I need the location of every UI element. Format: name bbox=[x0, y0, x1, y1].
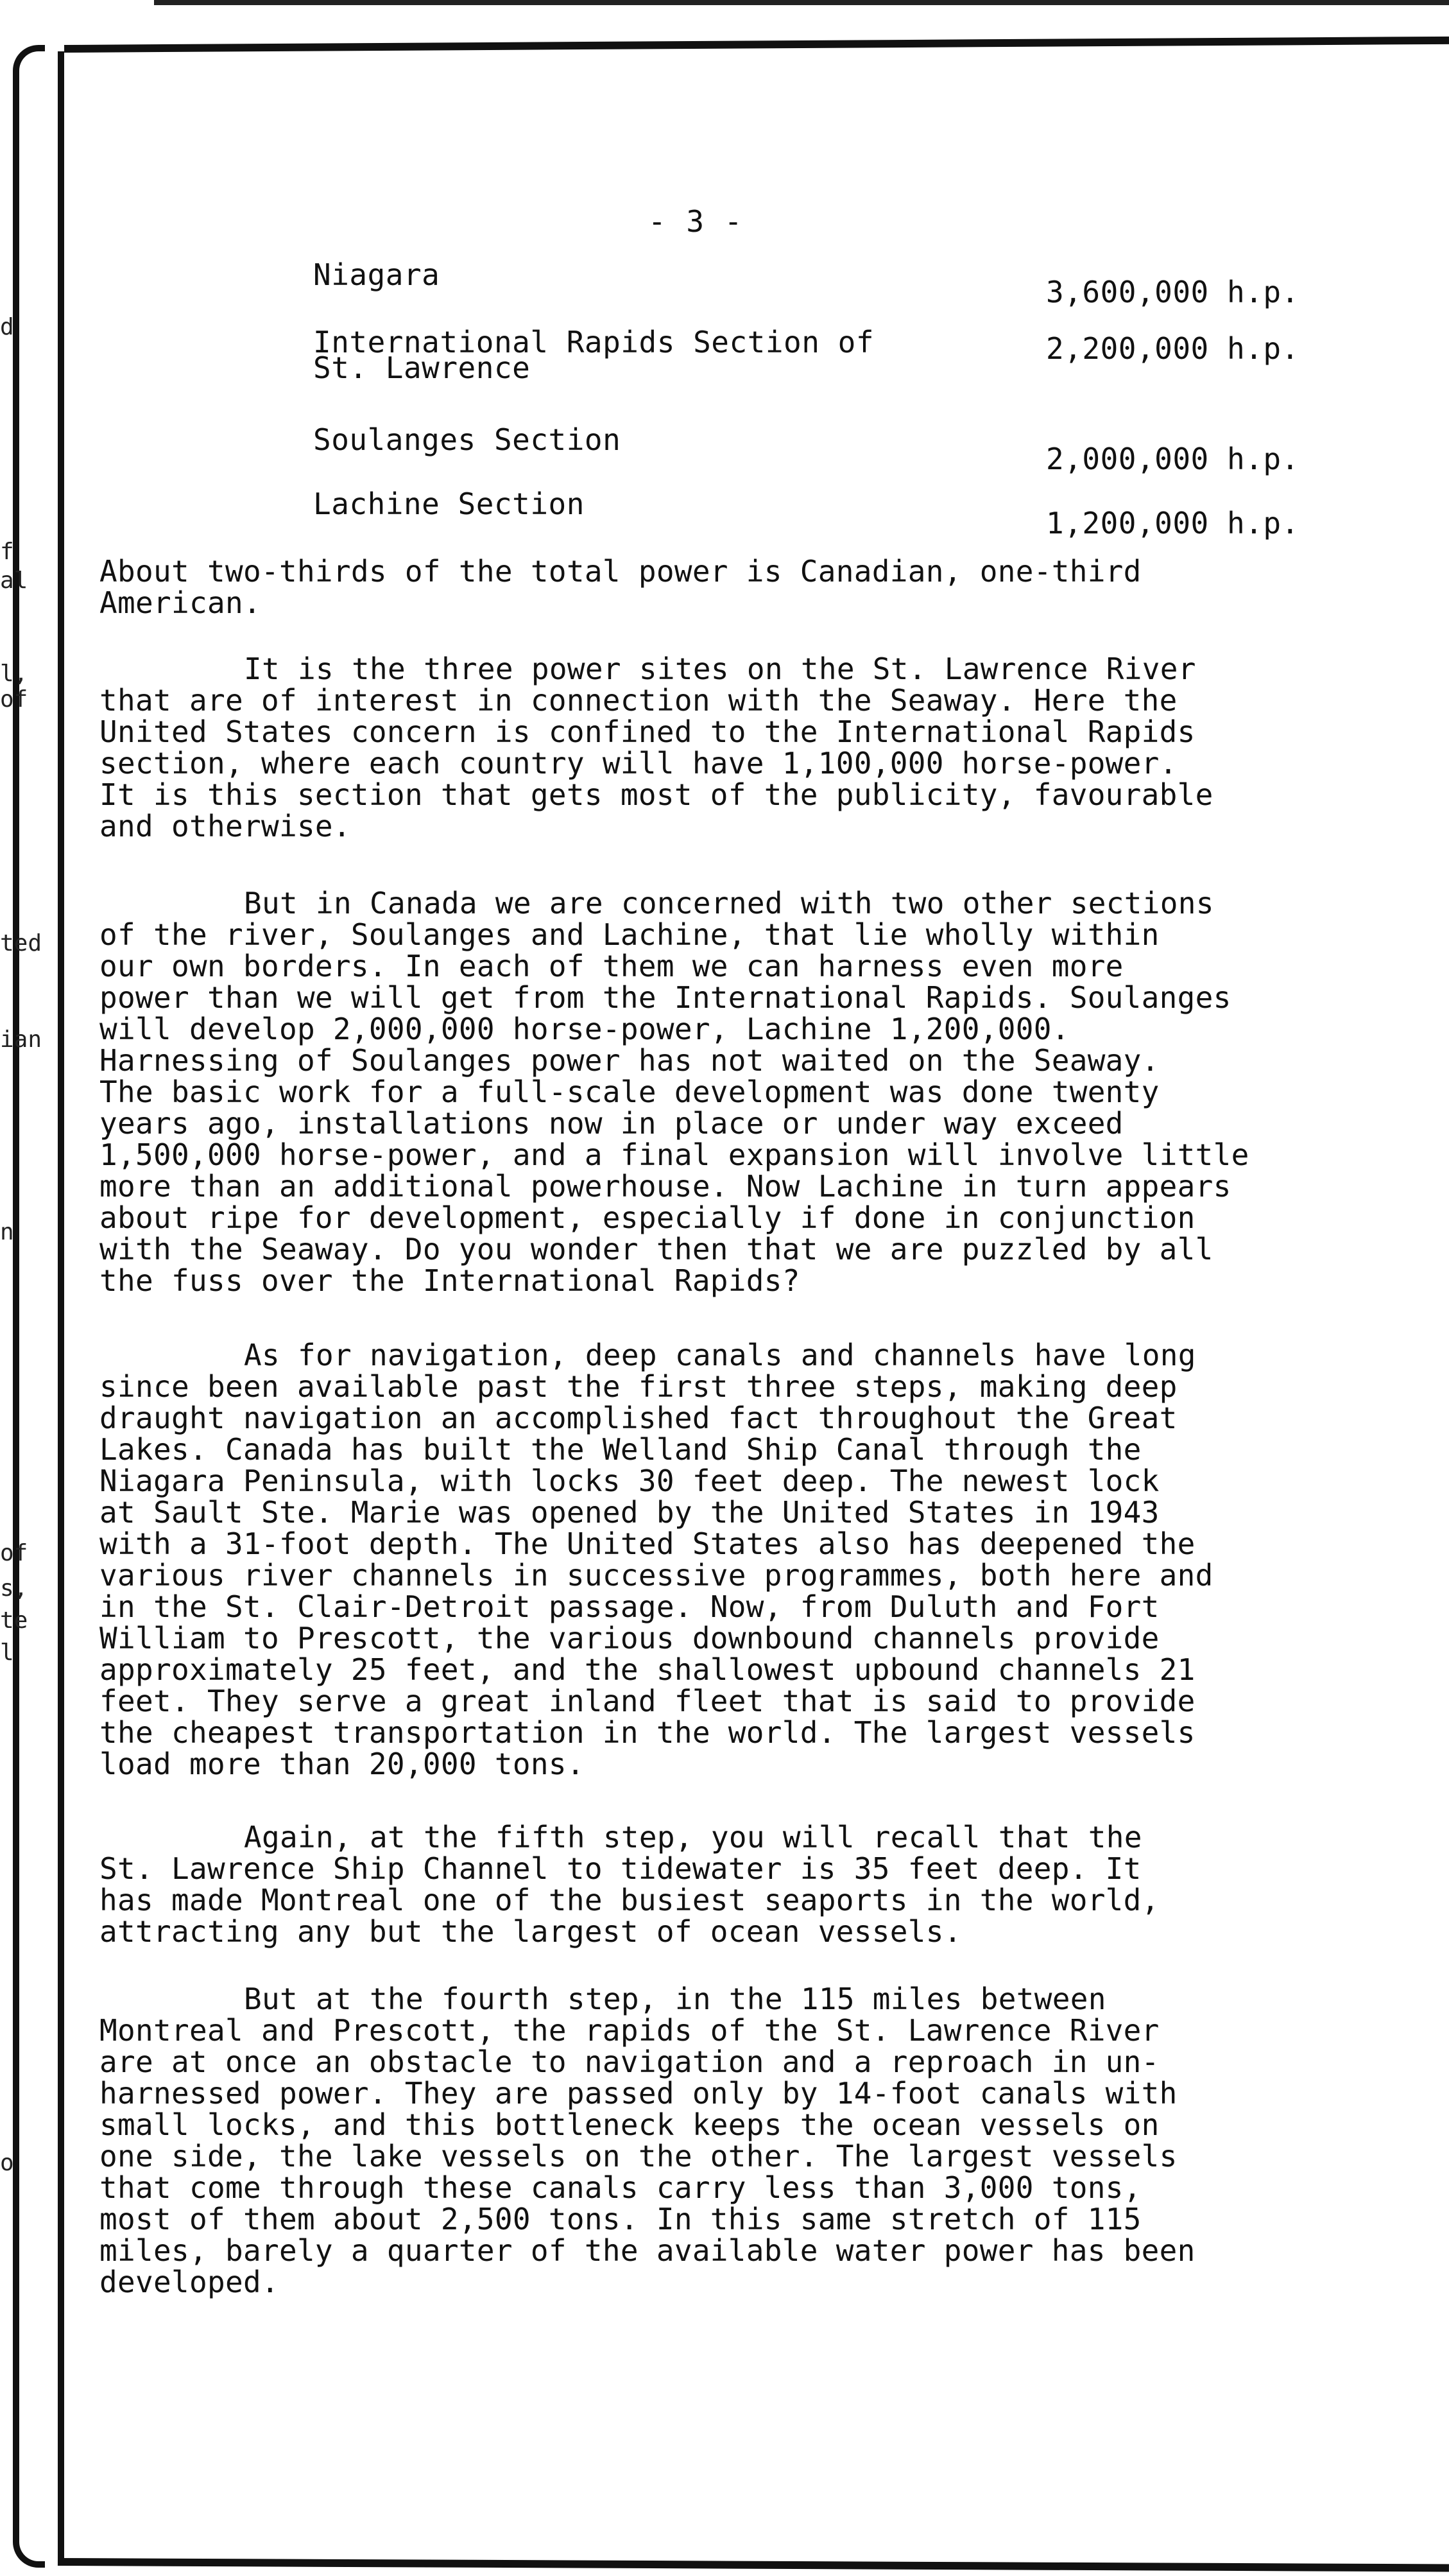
page-border-top-outer bbox=[154, 0, 1449, 5]
table-row-value: 2,000,000 h.p. bbox=[1046, 442, 1299, 476]
margin-fragment: f bbox=[0, 539, 14, 565]
paragraph-text: As for navigation, deep canals and channels have long since been available past the first three steps, making deep draught navigation an accomplished fact throughout the Great Lakes. Canada has built the Welland Ship Canal through the Niagara Peninsula, with locks 30 feet deep. The newest lock at Sault Ste. Marie was opened by the United States in 1943 with a 31-foot depth. The United States also has deepened the various river channels in successive programmes, both here and in the St. Clair-Detroit passage. Now, from Duluth and Fort William to Prescott, the various downbound channels provide approximately 25 feet, and the shallowest upbound channels 21 feet. They serve a great inland fleet that is said to provide the cheapest transportation in the world. The largest vessels load more than 20,000 tons. bbox=[99, 1338, 1213, 1781]
page-border-left bbox=[58, 51, 64, 2561]
paragraph-text: Again, at the fifth step, you will recall that the St. Lawrence Ship Channel to tidewater is 35 feet deep. It has made Montreal one of the busiest seaports in the world, attracting any but the largest of ocean vessels. bbox=[99, 1820, 1160, 1949]
page-border-bottom bbox=[58, 2558, 1449, 2572]
paragraph-power-sites bbox=[99, 653, 1357, 842]
table-row-label: International Rapids Section of St. Lawrence bbox=[313, 325, 875, 385]
page-border-top bbox=[64, 37, 1449, 53]
margin-fragment: of bbox=[0, 686, 28, 713]
table-row-value: 2,200,000 h.p. bbox=[1046, 331, 1299, 366]
margin-fragment: al bbox=[0, 567, 28, 594]
margin-fragment: te bbox=[0, 1607, 28, 1634]
table-row-label: Niagara bbox=[313, 257, 440, 292]
margin-fragment: n bbox=[0, 1219, 14, 1245]
paragraph-fourth-step bbox=[99, 1984, 1357, 2298]
margin-fragment: d bbox=[0, 314, 14, 340]
margin-fragment: l, bbox=[0, 661, 28, 687]
page-number: - 3 - bbox=[648, 204, 744, 239]
margin-fragment: ted bbox=[0, 930, 42, 956]
table-row-label: Lachine Section bbox=[313, 487, 585, 521]
margin-fragment: l bbox=[0, 1639, 14, 1666]
paragraph-power-share: About two-thirds of the total power is Canadian, one-third American. bbox=[99, 554, 1142, 620]
paragraph-fifth-step bbox=[99, 1822, 1357, 1948]
paragraph-text: But at the fourth step, in the 115 miles between Montreal and Prescott, the rapids of the St. Lawrence River are at once an obstacle to navigation and a reproach in un- harnessed power. They are passed only by 14-foot canals with small locks, and this bottleneck keeps the ocean vessels on one side, the lake vessels on the other. The largest vessels that come through these canals carry less than 3,000 tons, most of them about 2,500 tons. In this same stretch of 115 miles, barely a quarter of the available water power has been developed. bbox=[99, 1982, 1196, 2299]
margin-fragment: o bbox=[0, 2150, 14, 2176]
table-row-value: 1,200,000 h.p. bbox=[1046, 506, 1299, 540]
facing-page-fragments bbox=[0, 0, 42, 2576]
margin-fragment: s, bbox=[0, 1575, 28, 1602]
paragraph-text: But in Canada we are concerned with two other sections of the river, Soulanges and Lachine, that lie wholly within our own borders. In each of them we can harness even more power than we will get from the International Rapids. Soulanges will develop 2,000,000 horse-power, Lachine 1,200,000. Harnessing of Soulanges power has not waited on the Seaway. The basic work for a full-scale development was done twenty years ago, installations now in place or under way exceed 1,500,000 horse-power, and a final expansion will involve little more than an additional powerhouse. Now Lachine in turn appears about ripe for development, especially if done in conjunction with the Seaway. Do you wonder then that we are puzzled by all the fuss over the International Rapids? bbox=[99, 886, 1249, 1298]
margin-fragment: ian bbox=[0, 1026, 42, 1053]
table-row-value: 3,600,000 h.p. bbox=[1046, 275, 1299, 309]
paragraph-text: It is the three power sites on the St. Lawrence River that are of interest in connection with the Seaway. Here the United States concern is confined to the International Rapids section, where each country will have 1,100,000 horse-power. It is this section that gets most of the publicity, favourable and otherwise. bbox=[99, 652, 1213, 843]
paragraph-navigation bbox=[99, 1340, 1357, 1780]
paragraph-canadian-sections bbox=[99, 888, 1357, 1297]
margin-fragment: of bbox=[0, 1540, 28, 1566]
table-row-label: Soulanges Section bbox=[313, 422, 621, 457]
